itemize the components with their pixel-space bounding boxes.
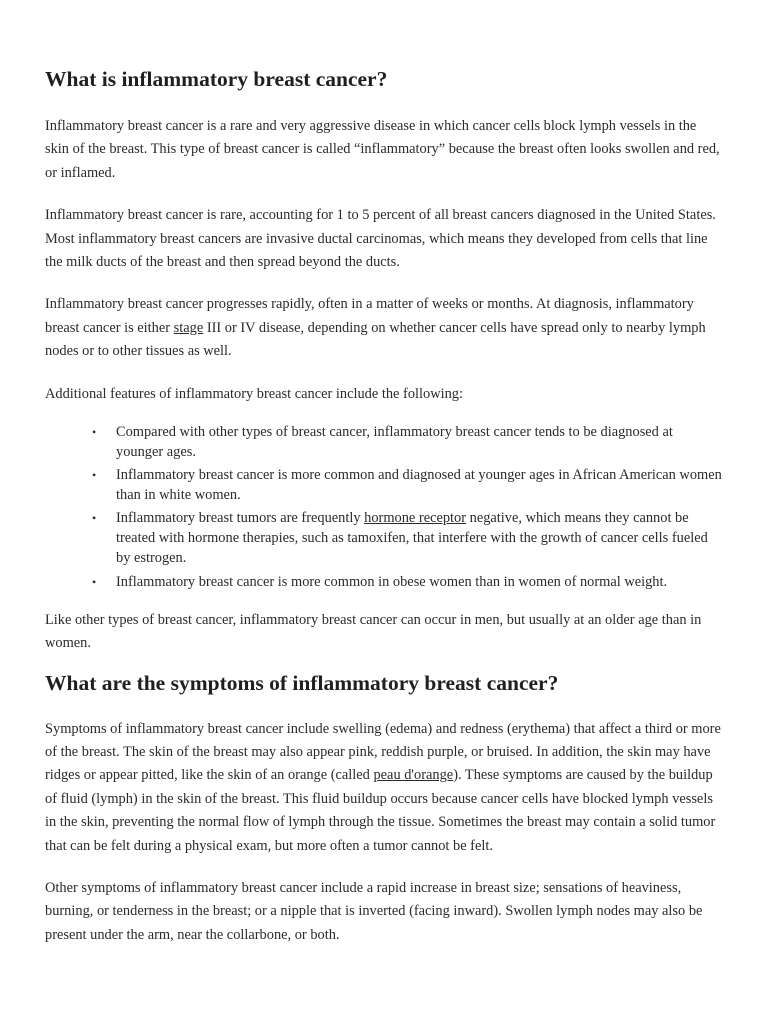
list-item-text-start: Inflammatory breast tumors are frequently [116, 510, 365, 527]
paragraph-definition: Inflammatory breast cancer is a rare and very aggressive disease in which cancer cells block lymph vessels in the skin of the breast. This type of breast cancer is called “inflammatory” because the breast often looks swollen and red, or inflamed. [45, 118, 720, 181]
paragraph-features-intro: Additional features of inflammatory breast cancer include the following: [45, 385, 463, 402]
list-item-text: Inflammatory breast cancer is more common and diagnosed at younger ages in African American women than in white women. [116, 467, 722, 503]
bullet-icon: • [92, 468, 97, 483]
list-item-text-end: negative, which means they cannot be treated with hormone therapies, such as tamoxifen, that interfere with the growth of cancer cells fueled by estrogen. [116, 510, 708, 566]
heading-what-is-ibc: What is inflammatory breast cancer? [45, 67, 388, 91]
peau-dorange-link[interactable]: peau d'orange [373, 767, 454, 784]
paragraph-progression-text-start: Inflammatory breast cancer progresses rapidly, often in a matter of weeks or months. At diagnosis, inflammatory breast cancer is either [45, 296, 694, 336]
stage-link[interactable]: stage [173, 319, 204, 336]
list-item-text: Compared with other types of breast cancer, inflammatory breast cancer tends to be diagnosed at younger ages. [116, 424, 673, 460]
list-item-text: Inflammatory breast cancer is more common in obese women than in women of normal weight. [116, 574, 668, 591]
paragraph-men: Like other types of breast cancer, inflammatory breast cancer can occur in men, but usually at an older age than in women. [45, 611, 702, 652]
hormone-receptor-link[interactable]: hormone receptor [364, 510, 467, 527]
paragraph-symptoms [45, 718, 723, 858]
paragraph-progression [45, 293, 723, 363]
list-item [92, 509, 723, 568]
features-list [45, 423, 723, 593]
paragraph-progression-text-end: III or IV disease, depending on whether cancer cells have spread only to nearby lymph nodes or to other tissues as well. [45, 319, 706, 360]
list-item [92, 573, 723, 593]
list-item [92, 423, 723, 462]
paragraph-other-symptoms: Other symptoms of inflammatory breast cancer include a rapid increase in breast size; sensations of heaviness, burning, or tenderness in the breast; or a nipple that is inverted (facing inward). Swollen lymph nodes may also be present under the arm, near the collarbone, or both. [45, 880, 703, 943]
heading-symptoms: What are the symptoms of inflammatory breast cancer? [45, 670, 559, 695]
bullet-icon: • [92, 511, 97, 526]
list-item [92, 466, 723, 505]
paragraph-symptoms-text-start: Symptoms of inflammatory breast cancer include swelling (edema) and redness (erythema) that affect a third or more of the breast. The skin of the breast may also appear pink, reddish purple, or bruised. In addition, the skin may have ridges or appear pitted, like the skin of an orange (called [45, 720, 721, 784]
bullet-icon: • [92, 425, 97, 440]
paragraph-prevalence: Inflammatory breast cancer is rare, accounting for 1 to 5 percent of all breast cancers diagnosed in the United States. Most inflammatory breast cancers are invasive ductal carcinomas, which means they developed from cells that line the milk ducts of the breast and then spread beyond the ducts. [45, 207, 716, 271]
paragraph-symptoms-text-end: ). These symptoms are caused by the buildup of fluid (lymph) in the skin of the breast. This fluid buildup occurs because cancer cells have blocked lymph vessels in the skin, preventing the normal flow of lymph through the tissue. Sometimes the breast may contain a solid tumor that can be felt during a physical exam, but more often a tumor cannot be felt. [45, 767, 716, 854]
bullet-icon: • [92, 575, 97, 590]
